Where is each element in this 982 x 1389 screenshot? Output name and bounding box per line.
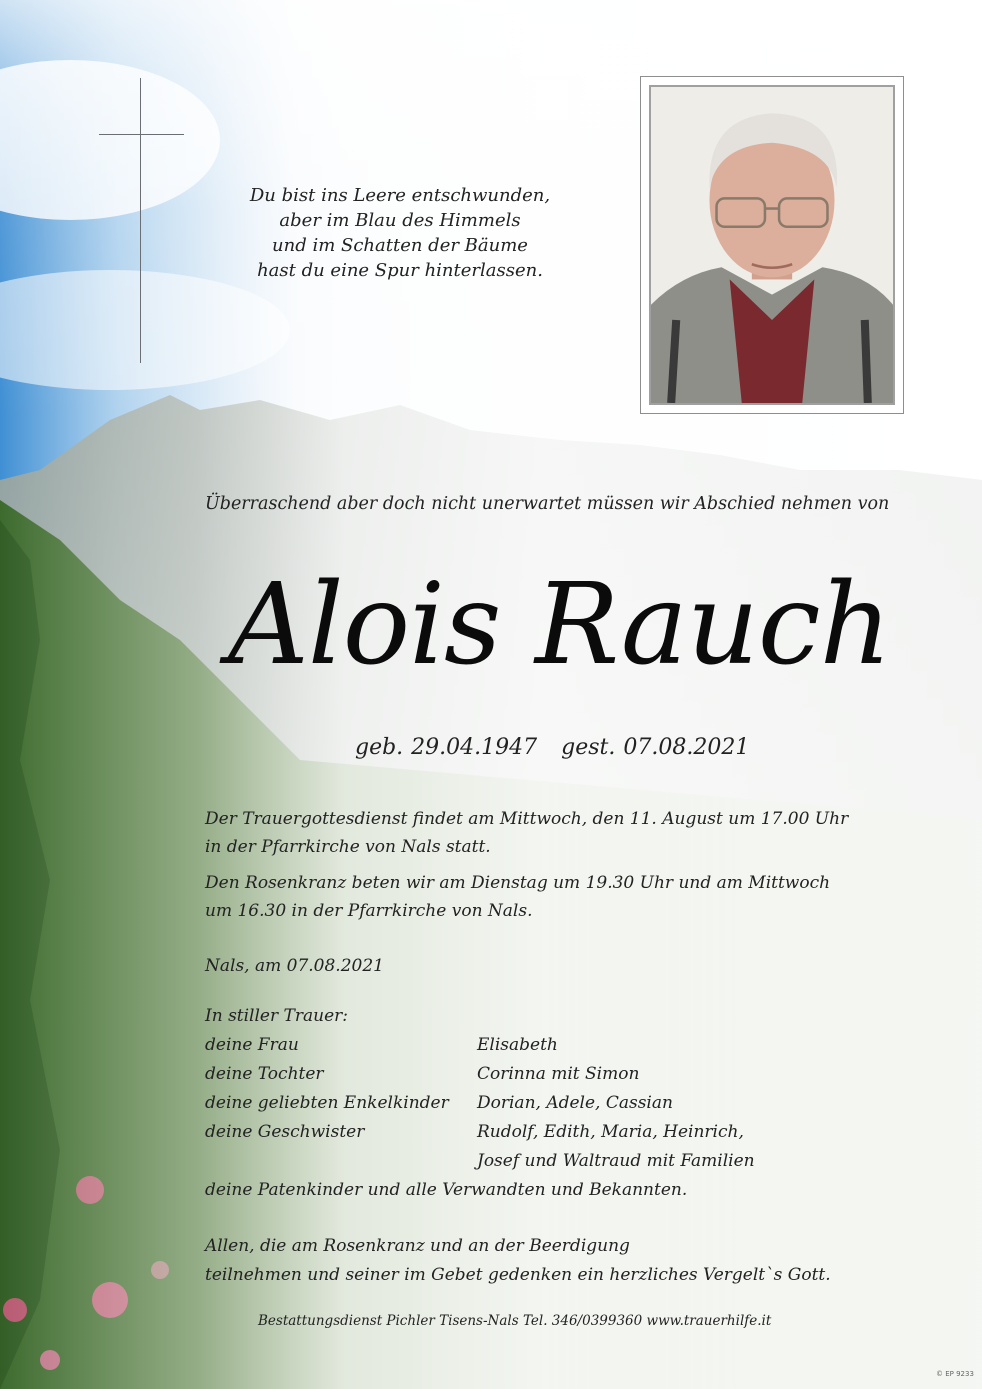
closing-line: Allen, die am Rosenkranz und an der Beerdigung <box>205 1236 630 1256</box>
verse-line: und im Schatten der Bäume <box>272 235 528 256</box>
closing-thanks <box>205 1232 831 1290</box>
mourning-heading: In stiller Trauer: <box>205 1006 348 1026</box>
life-dates <box>355 735 749 760</box>
mourner-row <box>205 1089 687 1118</box>
mourner-relation: deine Geschwister <box>205 1122 365 1142</box>
document-code: © EP 9233 <box>936 1370 974 1378</box>
cross-vertical-bar <box>140 78 141 363</box>
verse-line: Du bist ins Leere entschwunden, <box>249 185 551 206</box>
portrait-frame <box>640 76 904 414</box>
mourner-relation: deine Frau <box>205 1035 299 1055</box>
mourner-names: Dorian, Adele, Cassian <box>477 1093 673 1113</box>
mourner-relation: deine geliebten Enkelkinder <box>205 1093 449 1113</box>
mourner-relation: deine Tochter <box>205 1064 324 1084</box>
service-line: Der Trauergottesdienst findet am Mittwoch, den 11. August um 17.00 Uhr <box>205 809 849 829</box>
verse-line: aber im Blau des Himmels <box>279 210 521 231</box>
verse-line: hast du eine Spur hinterlassen. <box>257 260 543 281</box>
funeral-service-info <box>205 805 945 861</box>
service-line: in der Pfarrkirche von Nals statt. <box>205 837 491 857</box>
funeral-home-footer: Bestattungsdienst Pichler Tisens-Nals Tel. 346/0399360 www.trauerhilfe.it <box>258 1313 772 1329</box>
mourner-row <box>205 1118 744 1147</box>
mourner-row <box>205 1060 687 1089</box>
cross-horizontal-bar <box>99 134 184 135</box>
deceased-name: Alois Rauch <box>228 560 891 690</box>
mourning-final-line: deine Patenkinder und alle Verwandten und Bekannten. <box>205 1180 688 1200</box>
closing-line: teilnehmen und seiner im Gebet gedenken ein herzliches Vergelt`s Gott. <box>205 1265 831 1285</box>
mourner-row <box>205 1031 687 1060</box>
mourners-list <box>205 1002 755 1205</box>
rosary-info <box>205 869 945 925</box>
mourner-names: Elisabeth <box>477 1035 558 1055</box>
rosary-line: um 16.30 in der Pfarrkirche von Nals. <box>205 901 533 921</box>
mourner-names: Rudolf, Edith, Maria, Heinrich, <box>477 1122 744 1142</box>
death-date: gest. 07.08.2021 <box>561 735 750 760</box>
rosary-line: Den Rosenkranz beten wir am Dienstag um 19.30 Uhr und am Mittwoch <box>205 873 831 893</box>
intro-line: Überraschend aber doch nicht unerwartet müssen wir Abschied nehmen von <box>205 494 890 514</box>
mourner-names: Corinna mit Simon <box>477 1064 640 1084</box>
mourner-row <box>205 1147 755 1176</box>
memorial-verse <box>200 183 600 283</box>
mourner-names: Josef und Waltraud mit Familien <box>477 1151 755 1171</box>
place-and-date: Nals, am 07.08.2021 <box>205 956 384 976</box>
portrait-photo <box>649 85 895 405</box>
birth-date: geb. 29.04.1947 <box>355 735 538 760</box>
